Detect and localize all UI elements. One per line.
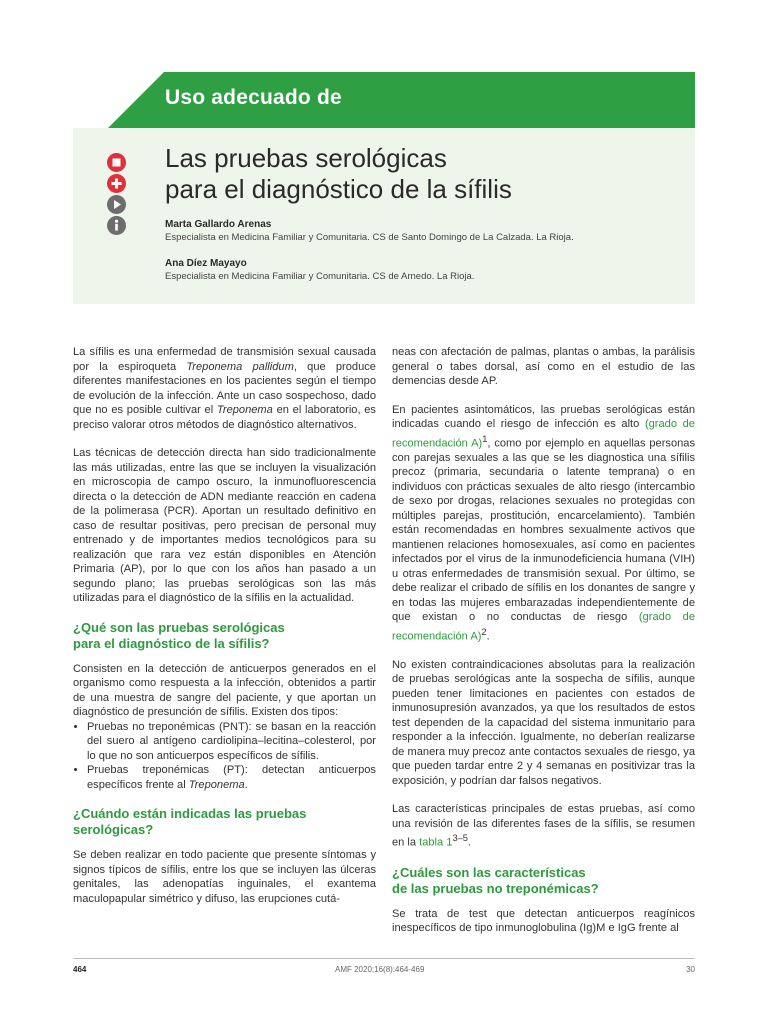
italic-text: Treponema (216, 404, 273, 416)
paragraph: neas con afectación de palmas, plantas o ambas, la parálisis general o tabes dorsal, así como en el estudio de las demencias desde AP. (392, 346, 695, 387)
list-item (87, 720, 376, 764)
paragraph (392, 403, 695, 644)
paragraph: Se deben realizar en todo paciente que presente síntomas y signos típicos de sífilis, entre los que se incluyen las úlceras genitales, las adenopatías inguinales, el exantema maculopapular simétrico y difuso, las erupciones cutá- (73, 849, 376, 905)
recommendation-grade-link[interactable]: (grado de recomendación A) (392, 418, 695, 450)
info-icon (107, 216, 126, 235)
text: . (486, 630, 490, 643)
bullet-list (73, 720, 376, 793)
text: En pacientes asintomáticos, las pruebas serológicas están indicadas cuando el riesgo de infección es alto (392, 403, 695, 430)
paragraph: No existen contraindicaciones absolutas para la realización de pruebas serológicas ante la sospecha de sífilis, aunque pueden tener limitaciones en pacientes con estados de inmunosupresión avanzados, ya que los resultados de estos test dependen de la capacidad del sistema inmunitario para responder a la infección. Igualmente, no deberían realizarse de manera muy precoz ante contactos sexuales de riesgo, ya que pueden tardar entre 2 y 4 semanas en positivizar tras la exposición, y podrían dar falsos negativos. (392, 658, 695, 787)
page-number: 464 (73, 965, 87, 974)
paragraph: Las técnicas de detección directa han sido tradicionalmente las más utilizadas, entre las que se incluyen la visualización en microscopia de campo oscuro, la inmunofluorescencia directa o la detección de ADN mediante reacción en cadena de la polimerasa (PCR). Aportan un resultado definitivo en caso de resultar positivas, pero precisan de personal muy entrenado y de importantes medios tecnológicos para su realización que rara vez están disponibles en Atención Primaria (AP), por lo que con los años han pasado a un segundo plano; las pruebas serológicas son las más utilizadas para el diagnóstico de la sífilis en la actualidad. (73, 447, 376, 604)
paragraph: Consisten en la detección de anticuerpos generados en el organismo como respuesta a la infección, obtenidos a partir de una muestra de sangre del paciente, y que aportan un diagnóstico de presunción de sífilis. Existen dos tipos: (73, 662, 376, 718)
article-title (165, 143, 512, 205)
text: . (467, 837, 471, 850)
section-heading (73, 806, 376, 838)
text: . (244, 778, 248, 791)
text: Las características principales de estas pruebas, así como una revisión de las diferentes fases de la sífilis, se resumen en la (392, 803, 695, 850)
heading-line: de las pruebas no treponémicas? (392, 880, 599, 896)
heading-line: serológicas? (73, 822, 154, 837)
section-heading (392, 865, 695, 897)
author-name: Marta Gallardo Arenas (165, 219, 272, 230)
text: , como por ejemplo en aquellas personas con parejas sexuales a las que se les diagnostica una sífilis precoz (primaria, secundaria o latente temprana) o en individuos con prácticas sexuales de alto riesgo (intercambio de sexo por drogas, relaciones sexuales no protegidas con múltiples parejas, prostitución, encarcelamiento). También están recomendadas en hombres sexualmente activos que mantienen relaciones homosexuales, así como en pacientes infectados por el virus de la inmunodeficiencia humana (VIH) u otras enfermedades de transmisión sexual. Por último, se debe realizar el cribado de sífilis en los donantes de sangre y en todas las mujeres embarazadas independientemente de que existan o no conductas de riesgo (392, 437, 696, 624)
italic-text: Treponema (188, 778, 245, 791)
stop-icon (107, 153, 126, 172)
text: se basan en la reacción del suero al antígeno cardiolipina–lecitina–colesterol, por lo que no son anticuerpos específicos de sífilis. (87, 720, 376, 762)
recommendation-grade-link[interactable]: (grado de recomendación A) (392, 611, 695, 643)
issue-page-number: 30 (686, 965, 695, 974)
bullet-label: Pruebas no treponémicas (PNT): (87, 720, 252, 733)
paragraph (73, 345, 376, 432)
footer-divider (73, 958, 695, 959)
author-affiliation: Especialista en Medicina Familiar y Comunitaria. CS de Arnedo. La Rioja. (165, 271, 475, 282)
heading-line: para el diagnóstico de la sífilis? (73, 635, 270, 651)
heading-line: ¿Qué son las pruebas serológicas (73, 619, 285, 635)
text: , que produce diferentes manifestaciones en los pacientes según el tiempo de evolución de la infección. Ante un caso sospechoso, dado que no es posible cultivar el (73, 360, 376, 416)
author-block (165, 257, 474, 283)
section-title: Uso adecuado de (165, 86, 342, 109)
citation-ref[interactable]: 3–5 (452, 833, 468, 844)
paragraph (392, 802, 695, 850)
italic-text: Treponema pallidum (186, 360, 294, 373)
author-block (165, 218, 574, 244)
heading-line: ¿Cuáles son las características (392, 864, 586, 880)
left-column (73, 345, 376, 920)
author-affiliation: Especialista en Medicina Familiar y Comunitaria. CS de Santo Domingo de La Calzada. La Rioja. (165, 232, 574, 243)
play-icon (107, 195, 126, 214)
author-name: Ana Díez Mayayo (165, 258, 247, 269)
page-footer (73, 965, 695, 979)
article-title-line: Las pruebas serológicas (165, 143, 447, 173)
table-link[interactable]: tabla 1 (419, 837, 453, 850)
paragraph: Se trata de test que detectan anticuerpos reagínicos inespecíficos de tipo inmunoglobulina (Ig)M e IgG frente al (392, 907, 695, 935)
right-column (392, 345, 695, 950)
list-item (87, 763, 376, 792)
plus-icon (107, 174, 126, 193)
text: en el laboratorio, es preciso valorar otros métodos de diagnóstico alternativos. (73, 404, 376, 431)
journal-citation: AMF 2020;16(8):464-469 (335, 965, 425, 974)
article-title-line: para el diagnóstico de la sífilis (165, 174, 512, 204)
heading-line: ¿Cuándo están indicadas las pruebas (73, 806, 307, 821)
citation-ref[interactable]: 2 (481, 626, 487, 637)
text: La sífilis es una enfermedad de transmisión sexual causada por la espiroqueta (73, 346, 376, 373)
citation-ref[interactable]: 1 (482, 433, 488, 444)
section-heading (73, 620, 376, 652)
text: detectan anticuerpos específicos frente al (87, 764, 376, 791)
icon-stack (107, 153, 127, 237)
bullet-label: Pruebas treponémicas (PT): (87, 764, 248, 776)
banner-notch (108, 72, 164, 128)
